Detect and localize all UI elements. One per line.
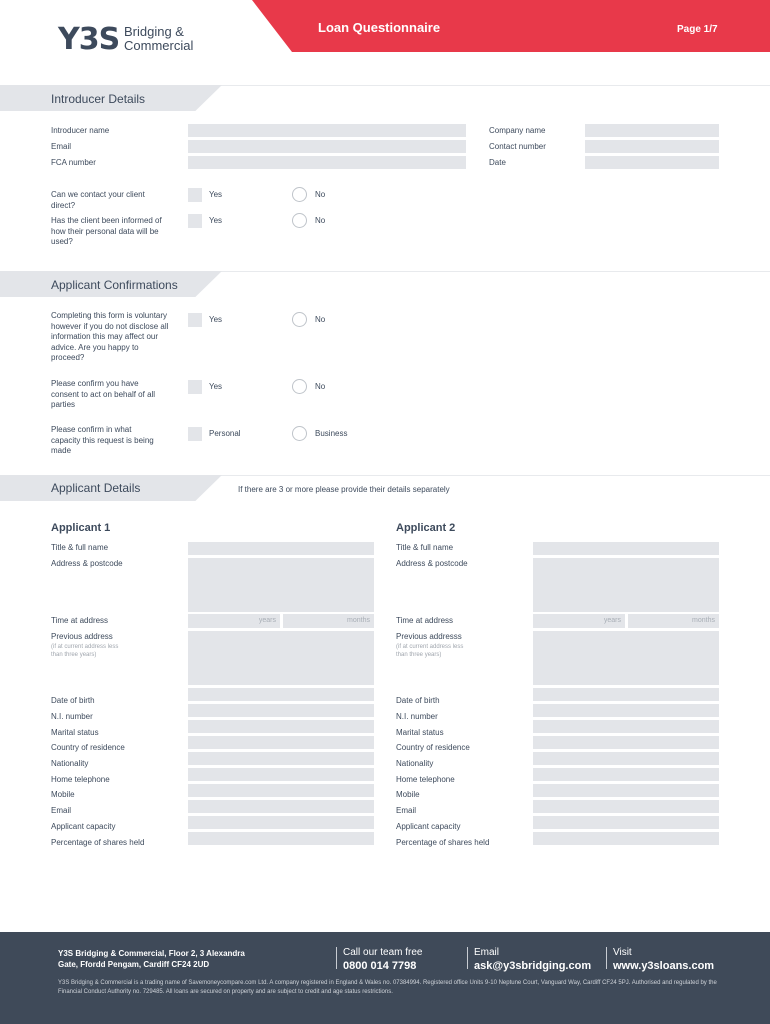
proceed-no-radio[interactable]	[292, 312, 307, 327]
a1-email-label: Email	[51, 806, 72, 815]
a1-shares-field[interactable]	[188, 832, 374, 845]
a2-time-label: Time at address	[396, 616, 454, 625]
a2-home-tel-field[interactable]	[533, 768, 719, 781]
a2-home-tel-label: Home telephone	[396, 775, 455, 784]
a2-marital-field[interactable]	[533, 720, 719, 733]
a2-months-field[interactable]: months	[628, 614, 719, 628]
a2-marital-label: Marital status	[396, 728, 444, 737]
consent-question: Please confirm you have consent to act on behalf of all parties	[51, 379, 156, 409]
a1-months-field[interactable]: months	[283, 614, 374, 628]
contact-client-question: Can we contact your client direct?	[51, 190, 145, 210]
page-number: Page 1/7	[677, 24, 718, 35]
a2-capacity-label: Applicant capacity	[396, 822, 461, 831]
a1-dob-label: Date of birth	[51, 696, 95, 705]
a2-nationality-field[interactable]	[533, 752, 719, 765]
logo-line-1: Bridging &	[124, 24, 184, 39]
a1-nationality-field[interactable]	[188, 752, 374, 765]
a1-address-label: Address & postcode	[51, 559, 123, 568]
footer-address-line-1: Y3S Bridging & Commercial, Floor 2, 3 Alexandra	[58, 949, 245, 958]
date-label: Date	[489, 158, 506, 167]
consent-no-radio[interactable]	[292, 379, 307, 394]
footer-email-link[interactable]: ask@y3sbridging.com	[474, 960, 592, 972]
consent-yes-checkbox[interactable]	[188, 380, 202, 394]
a1-shares-label: Percentage of shares held	[51, 838, 145, 847]
a2-dob-field[interactable]	[533, 688, 719, 701]
option-personal-label: Personal	[209, 429, 241, 438]
footer-website-link[interactable]: www.y3sloans.com	[613, 960, 715, 972]
proceed-question: Completing this form is voluntary however if you do not disclose all information this may affect our advice. Are you happy to proceed?	[51, 311, 169, 362]
a1-capacity-label: Applicant capacity	[51, 822, 116, 831]
capacity-personal-checkbox[interactable]	[188, 427, 202, 441]
fca-number-field[interactable]	[188, 156, 466, 169]
a1-email-field[interactable]	[188, 800, 374, 813]
date-field[interactable]	[585, 156, 719, 169]
a1-time-label: Time at address	[51, 616, 109, 625]
page-title: Loan Questionnaire	[318, 20, 441, 35]
footer-address-line-2: Gate, Ffordd Pengam, Cardiff CF24 2UD	[58, 960, 210, 969]
data-informed-no-radio[interactable]	[292, 213, 307, 228]
a2-shares-field[interactable]	[533, 832, 719, 845]
option-no-label: No	[315, 190, 326, 199]
option-yes-label: Yes	[209, 216, 223, 225]
a2-title-name-field[interactable]	[533, 542, 719, 555]
a1-prev-address-field[interactable]	[188, 631, 374, 685]
contact-client-yes-checkbox[interactable]	[188, 188, 202, 202]
a2-address-label: Address & postcode	[396, 559, 468, 568]
option-yes-label: Yes	[209, 315, 223, 324]
a2-ni-field[interactable]	[533, 704, 719, 717]
footer-visit-label: Visit	[613, 947, 632, 958]
introducer-name-label: Introducer name	[51, 126, 110, 135]
capacity-business-radio[interactable]	[292, 426, 307, 441]
footer-call-label: Call our team free	[343, 947, 423, 958]
a2-address-field[interactable]	[533, 558, 719, 612]
footer-legal-text: Y3S Bridging & Commercial is a trading name of Savemoneycompare.com Ltd. A company registered in England & Wales no. 07384994. Registered office Units 9-10 Neptune Court, Vanguard Way, Cardiff CF24 5PJ. Authorised and regulated by the Financial Conduct Authority no. 729485. All loans are secured on property and are subject to credit and age status restrictions.	[58, 980, 717, 995]
a2-dob-label: Date of birth	[396, 696, 440, 705]
a2-prev-address-label: Previous addresss	[396, 632, 462, 641]
a1-home-tel-field[interactable]	[188, 768, 374, 781]
a2-capacity-field[interactable]	[533, 816, 719, 829]
a1-ni-label: N.I. number	[51, 712, 93, 721]
section-title-applicants: Applicant Details	[51, 481, 141, 495]
logo-text	[124, 25, 193, 53]
a1-mobile-field[interactable]	[188, 784, 374, 797]
footer-email-label: Email	[474, 947, 500, 958]
a2-mobile-field[interactable]	[533, 784, 719, 797]
footer-phone[interactable]: 0800 014 7798	[343, 960, 417, 972]
option-business-label: Business	[315, 429, 348, 438]
a1-marital-field[interactable]	[188, 720, 374, 733]
a2-country-label: Country of residence	[396, 743, 470, 752]
capacity-question: Please confirm in what capacity this request is being made	[51, 425, 154, 455]
a2-ni-label: N.I. number	[396, 712, 438, 721]
option-yes-label: Yes	[209, 382, 223, 391]
a1-prev-address-label: Previous address	[51, 632, 113, 641]
logo-line-2: Commercial	[124, 38, 194, 53]
a2-email-label: Email	[396, 806, 417, 815]
applicant-1-heading: Applicant 1	[51, 522, 111, 534]
a1-dob-field[interactable]	[188, 688, 374, 701]
data-informed-yes-checkbox[interactable]	[188, 214, 202, 228]
footer-address	[58, 948, 245, 970]
a1-ni-field[interactable]	[188, 704, 374, 717]
logo-mark: Y3S	[58, 22, 120, 57]
footer-divider	[336, 947, 337, 969]
a1-address-field[interactable]	[188, 558, 374, 612]
contact-client-no-radio[interactable]	[292, 187, 307, 202]
a1-title-name-label: Title & full name	[51, 543, 109, 552]
a1-mobile-label: Mobile	[51, 790, 75, 799]
a1-marital-label: Marital status	[51, 728, 99, 737]
a1-home-tel-label: Home telephone	[51, 775, 110, 784]
a1-country-field[interactable]	[188, 736, 374, 749]
a2-country-field[interactable]	[533, 736, 719, 749]
option-yes-label: Yes	[209, 190, 223, 199]
company-name-label: Company name	[489, 126, 546, 135]
introducer-email-field[interactable]	[188, 140, 466, 153]
a2-prev-address-field[interactable]	[533, 631, 719, 685]
fca-number-label: FCA number	[51, 158, 96, 167]
option-no-label: No	[315, 382, 326, 391]
option-no-label: No	[315, 315, 326, 324]
a2-years-field[interactable]: years	[533, 614, 625, 628]
introducer-email-label: Email	[51, 142, 72, 151]
a2-nationality-label: Nationality	[396, 759, 434, 768]
company-name-field[interactable]	[585, 124, 719, 137]
introducer-name-field[interactable]	[188, 124, 466, 137]
a2-title-name-label: Title & full name	[396, 543, 454, 552]
contact-number-label: Contact number	[489, 142, 546, 151]
a1-years-field[interactable]: years	[188, 614, 280, 628]
footer-divider	[467, 947, 468, 969]
footer	[0, 932, 770, 1024]
a2-email-field[interactable]	[533, 800, 719, 813]
a1-prev-address-hint: (if at current address less than three years)	[51, 644, 119, 658]
a1-title-name-field[interactable]	[188, 542, 374, 555]
a2-mobile-label: Mobile	[396, 790, 420, 799]
a1-nationality-label: Nationality	[51, 759, 89, 768]
section-title-confirmations: Applicant Confirmations	[51, 278, 178, 292]
a1-capacity-field[interactable]	[188, 816, 374, 829]
section-title-introducer: Introducer Details	[51, 92, 146, 106]
a2-prev-address-hint: (if at current address less than three years)	[396, 644, 464, 658]
data-informed-question: Has the client been informed of how their personal data will be used?	[51, 216, 162, 246]
proceed-yes-checkbox[interactable]	[188, 313, 202, 327]
applicant-2-heading: Applicant 2	[396, 522, 456, 534]
option-no-label: No	[315, 216, 326, 225]
a2-shares-label: Percentage of shares held	[396, 838, 490, 847]
a1-country-label: Country of residence	[51, 743, 125, 752]
footer-divider	[606, 947, 607, 969]
applicants-note: If there are 3 or more please provide their details separately	[238, 485, 450, 494]
contact-number-field[interactable]	[585, 140, 719, 153]
